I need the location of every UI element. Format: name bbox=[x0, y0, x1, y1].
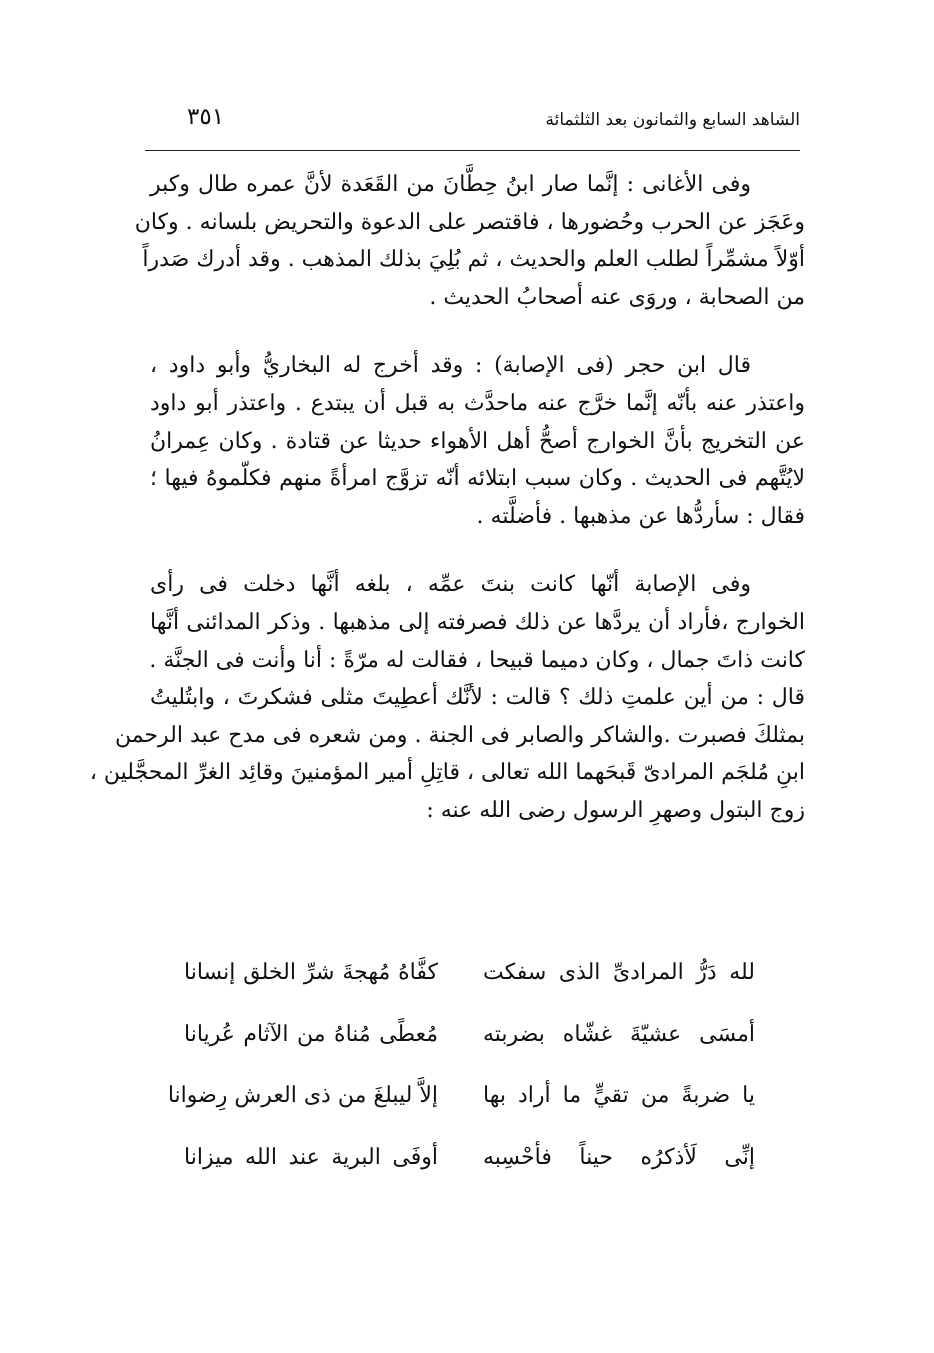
page-header bbox=[145, 104, 800, 144]
text-line: وفى الأغانى : إنَّما صار ابنُ حِطَّانَ من القَعَدة لأنَّ عمره طال وكبر bbox=[150, 172, 751, 197]
verse-second-hemistich: كفَّاهُ مُهجةَ شرِّ الخلق إنسانا bbox=[184, 960, 438, 985]
verse bbox=[150, 1145, 805, 1207]
paragraph bbox=[89, 566, 805, 829]
text-line: ابنِ مُلجَم المرادىّ قَبحَهما الله تعالى ، قاتِلِ أمير المؤمنينَ وقائِد الغرِّ المحجَّلين ، bbox=[89, 760, 805, 786]
header-rule bbox=[145, 150, 800, 151]
text-line: كانت ذاتَ جمال ، وكان دميما قبيحا ، فقالت له مرّةً : أنا وأنت فى الجنَّة . bbox=[149, 647, 805, 673]
text-line: من الصحابة ، وروَى عنه أصحابُ الحديث . bbox=[429, 284, 805, 310]
text-line: وفى الإصابة أنّها كانت بنتَ عمِّه ، بلغه أنَّها دخلت فى رأى bbox=[150, 572, 751, 598]
body-text bbox=[89, 166, 805, 830]
verse-first-hemistich: أمسَى عشيّةَ غشّاه بضربته bbox=[483, 1021, 755, 1047]
text-line: قال ابن حجر (فى الإصابة) : وقد أخرج له البخاريُّ وأبو داود ، bbox=[150, 353, 751, 379]
paragraph bbox=[134, 166, 805, 316]
text-line: قال : من أين علمتِ ذلك ؟ قالت : لأنَّك أعطِيتَ مثلى فشكرتَ ، وابتُليتُ bbox=[150, 685, 805, 711]
verse-first-hemistich: إنِّى لَأذكرُه حيناً فأحْسِبه bbox=[483, 1144, 755, 1170]
text-line: وعَجَز عن الحرب وحُضورها ، فاقتصر على الدعوة والتحريض بلسانه . وكان bbox=[134, 209, 805, 235]
page-number: ٣٥١ bbox=[187, 104, 225, 130]
verse-first-hemistich: يا ضربةً من تقيٍّ ما أراد بها bbox=[483, 1083, 755, 1108]
text-line: فقال : سأردُّها عن مذهبها . فأضلَّته . bbox=[476, 503, 805, 529]
verse-second-hemistich: مُعطًى مُناهُ من الآثام عُريانا bbox=[184, 1021, 438, 1047]
text-line: أوّلاً مشمِّراً لطلب العلم والحديث ، ثم بُلِيَ بذلك المذهب . وقد أدرك صَدراً bbox=[142, 247, 805, 273]
verse-second-hemistich: إلاَّ ليبلغَ من ذى العرش رِضوانا bbox=[167, 1083, 438, 1108]
running-title: الشاهد السابع والثمانون بعد الثلثمائة bbox=[545, 110, 800, 130]
verse-first-hemistich: لله دَرُّ المرادىِّ الذى سفكت bbox=[483, 960, 755, 985]
text-line: الخوارج ،فأراد أن يردَّها عن ذلك فصرفته إلى مذهبها . وذكر المدائنى أنَّها bbox=[150, 609, 805, 635]
text-line: واعتذر عنه بأنّه إنَّما خرَّج عنه ماحدَّث به قبل أن يبتدع . واعتذر أبو داود bbox=[150, 390, 805, 416]
verse-second-hemistich: أوفَى البرية عند الله ميزانا bbox=[184, 1144, 438, 1170]
paragraph bbox=[150, 347, 805, 535]
text-line: بمثلكَ فصبرت .والشاكر والصابر فى الجنة . ومن شعره فى مدح عبد الرحمن bbox=[114, 722, 805, 748]
poem bbox=[150, 960, 805, 1206]
text-line: زوج البتول وصهرِ الرسول رضى الله عنه : bbox=[426, 797, 805, 823]
verse bbox=[150, 1022, 805, 1084]
verse bbox=[150, 1083, 805, 1145]
text-line: عن التخريج بأنَّ الخوارج أصحُّ أهل الأهواء حديثا عن قتادة . وكان عِمرانُ bbox=[150, 428, 805, 454]
verse bbox=[150, 960, 805, 1022]
text-line: لايُتَّهم فى الحديث . وكان سبب ابتلائه أنّه تزوَّج امرأةً منهم فكلّموهُ فيها ؛ bbox=[150, 466, 805, 492]
